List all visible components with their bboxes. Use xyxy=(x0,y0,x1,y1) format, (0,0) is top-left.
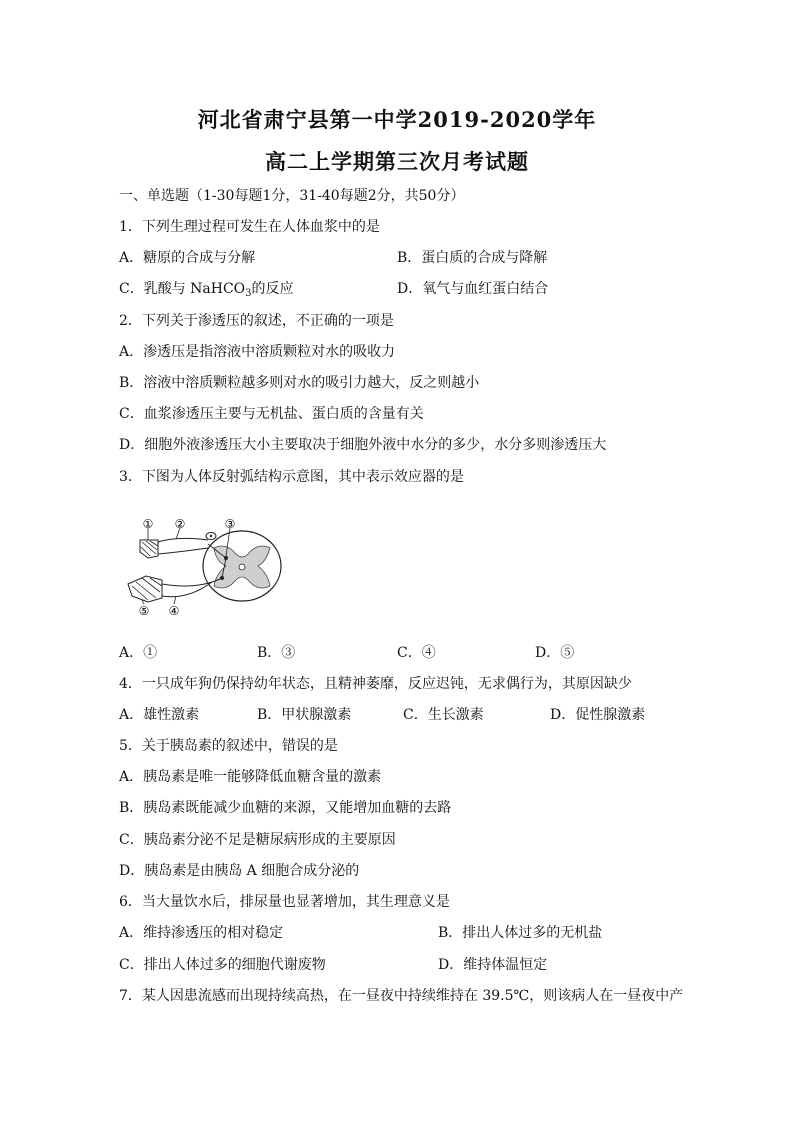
question-2-option-c: C．血浆渗透压主要与无机盐、蛋白质的含量有关 xyxy=(119,406,424,422)
question-3-option-d: D．⑤ xyxy=(535,645,575,661)
exam-title-line2: 高二上学期第三次月考试题 xyxy=(265,149,529,174)
spinal-cord-shape xyxy=(203,531,281,601)
diagram-label-2: ② xyxy=(174,517,186,531)
afferent-nerve xyxy=(158,538,208,542)
question-2-option-d: D．细胞外液渗透压大小主要取决于细胞外液中水分的多少，水分多则渗透压大 xyxy=(119,437,607,453)
question-1-stem: 1．下列生理过程可发生在人体血浆中的是 xyxy=(119,219,380,235)
question-4-stem: 4．一只成年狗仍保持幼年状态，且精神萎靡，反应迟钝，无求偶行为，其原因缺少 xyxy=(119,676,632,692)
receptor-shape xyxy=(140,540,158,558)
effector-shape xyxy=(128,576,162,602)
question-5-option-a: A．胰岛素是唯一能够降低血糖含量的激素 xyxy=(119,769,382,785)
question-4-option-d: D．促性腺激素 xyxy=(550,707,646,723)
section-heading: 一、单选题（1-30每题1分，31-40每题2分，共50分） xyxy=(119,188,465,204)
question-2-stem: 2．下列关于渗透压的叙述，不正确的一项是 xyxy=(119,313,394,329)
option-c-text-end: 的反应 xyxy=(251,281,294,297)
diagram-label-3: ③ xyxy=(224,517,236,531)
question-1-option-d: D．氧气与血红蛋白结合 xyxy=(397,281,549,297)
question-3-option-b: B．③ xyxy=(257,645,296,661)
question-1-option-a: A．糖原的合成与分解 xyxy=(119,250,256,266)
question-3-option-a: A．① xyxy=(119,645,158,661)
question-2-option-a: A．渗透压是指溶液中溶质颗粒对水的吸收力 xyxy=(119,344,396,360)
afferent-nerve-lower xyxy=(158,548,208,554)
question-4-option-a: A．雄性激素 xyxy=(119,707,200,723)
exam-title-line1: 河北省肃宁县第一中学2019-2020学年 xyxy=(197,107,597,132)
diagram-label-5: ⑤ xyxy=(138,604,150,618)
question-5-stem: 5．关于胰岛素的叙述中，错误的是 xyxy=(119,738,338,754)
question-6-option-c: C．排出人体过多的细胞代谢废物 xyxy=(119,957,326,973)
question-6-stem: 6．当大量饮水后，排尿量也显著增加，其生理意义是 xyxy=(119,894,450,910)
question-1-option-b: B．蛋白质的合成与降解 xyxy=(397,250,548,266)
question-5-option-d: D．胰岛素是由胰岛 A 细胞合成分泌的 xyxy=(119,863,360,879)
question-5-option-c: C．胰岛素分泌不足是糖尿病形成的主要原因 xyxy=(119,832,396,848)
question-7-stem: 7．某人因患流感而出现持续高热，在一昼夜中持续维持在 39.5℃，则该病人在一昼夜中产 xyxy=(119,988,684,1004)
question-6-option-a: A．维持渗透压的相对稳定 xyxy=(119,925,284,941)
option-c-subscript: 3 xyxy=(245,288,252,299)
diagram-label-1: ① xyxy=(142,517,154,531)
question-3-option-c: C．④ xyxy=(397,645,436,661)
question-4-option-c: C．生长激素 xyxy=(403,707,484,723)
reflex-arc-diagram xyxy=(118,512,288,618)
question-6-option-d: D．维持体温恒定 xyxy=(438,957,548,973)
option-c-text: C．乳酸与 NaHCO xyxy=(119,281,246,297)
question-3-stem: 3．下图为人体反射弧结构示意图，其中表示效应器的是 xyxy=(119,469,464,485)
question-5-option-b: B．胰岛素既能减少血糖的来源，又能增加血糖的去路 xyxy=(119,800,452,816)
question-6-option-b: B．排出人体过多的无机盐 xyxy=(438,925,603,941)
question-1-option-c xyxy=(119,279,294,304)
question-4-option-b: B．甲状腺激素 xyxy=(257,707,352,723)
question-2-option-b: B．溶液中溶质颗粒越多则对水的吸引力越大，反之则越小 xyxy=(119,375,480,391)
diagram-label-4: ④ xyxy=(168,604,180,618)
